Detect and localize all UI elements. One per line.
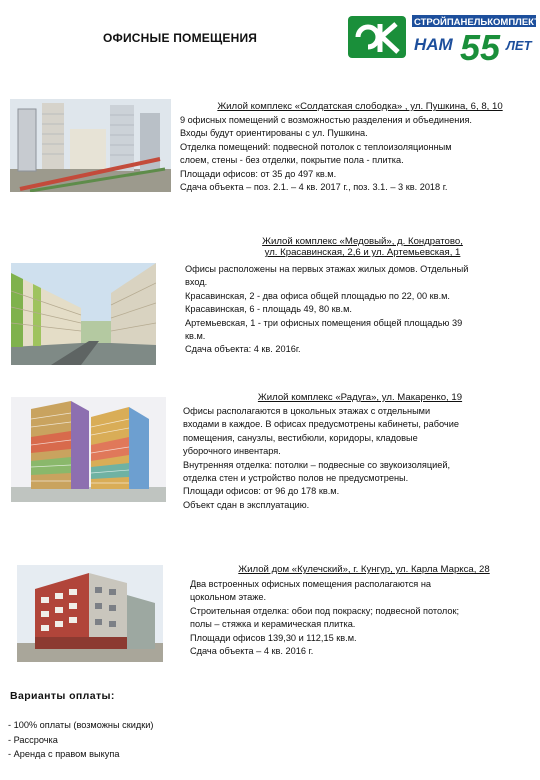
block-line: вход. [185,277,208,288]
logo-brand: СТРОЙПАНЕЛЬКОМПЛЕКТ [414,17,536,28]
logo-tagline: НАМ [414,35,453,54]
payment-title: Варианты оплаты: [10,690,115,702]
building-photo-medovy [11,263,156,365]
block-line: слоем, стены - без отделки, покрытие пола - плитка. [180,155,404,166]
payment-item: - Рассрочка [8,734,58,745]
block-title-line: Жилой комплекс «Радуга», ул. Макаренко, 19 [257,392,463,403]
block-line: Площади офисов: от 96 до 178 кв.м. [183,486,340,497]
block-body-raduga [183,405,459,512]
page-title: ОФИСНЫЕ ПОМЕЩЕНИЯ [103,31,258,45]
payment-item: - 100% оплаты (возможны скидки) [8,720,154,730]
building-photo-soldatskaya [10,99,171,192]
block-line: цокольном этаже. [190,592,267,603]
block-line: Красавинская, 2 - два офиса общей площадью по 22, 00 кв.м. [185,290,450,301]
logo-years-suffix: ЛЕТ [506,38,532,53]
block-line: уборочного инвентаря. [183,446,281,457]
block-line: Офисы расположены на первых этажах жилых домов. Отдельный [185,264,469,274]
logo-graphic [348,12,536,64]
block-body-kulechsky [190,578,459,658]
payment-item: - Аренда с правом выкупа [8,749,120,759]
logo-years: 55 [460,27,501,64]
payment-list [8,718,153,762]
block-line: Строительная отделка: обои под покраску; подвесной потолок; [190,605,460,616]
block-title-line: Жилой дом «Кулечский», г. Кунгур, ул. Карла Маркса, 28 [238,564,490,575]
block-line: 9 офисных помещений с возможностью разделения и объединения. [180,115,472,125]
block-title-medovy [185,236,540,258]
block-title-line: Жилой комплекс «Солдатская слободка» , ул. Пушкина, 6, 8, 10 [217,101,503,112]
block-line: Площади офисов: от 35 до 497 кв.м. [180,168,337,179]
block-line: Площади офисов 139,30 и 112,15 кв.м. [190,632,357,643]
block-line: помещения, санузлы, вестибюли, коридоры, кладовые [183,432,418,443]
block-line: Отделка помещений: подвесной потолок с теплоизоляционным [180,141,452,152]
block-line: отделка стен и устройство полов не предусмотрены. [183,473,409,484]
block-line: полы – стяжка и керамическая плитка. [190,619,356,630]
block-line: входами в каждое. В офисах предусмотрены кабинеты, рабочие [183,419,459,430]
block-title-line: ул. Красавинская, 2,6 и ул. Артемьевская, 1 [264,247,461,258]
block-line: Красавинская, 6 - площадь 49, 80 кв.м. [185,304,352,315]
company-logo [348,12,536,64]
building-photo-raduga [11,397,166,502]
block-title-raduga [180,392,540,403]
block-line: Входы будут ориентированы с ул. Пушкина. [180,128,368,139]
block-line: Сдача объекта – поз. 2.1. – 4 кв. 2017 г., поз. 3.1. – 3 кв. 2018 г. [180,182,448,193]
block-line: Внутренняя отделка: потолки – подвесные со звукоизоляцией, [183,459,451,470]
block-line: Офисы располагаются в цокольных этажах с отдельными [183,406,431,416]
block-line: кв.м. [185,331,206,342]
block-title-kulechsky [188,564,540,575]
block-line: Объект сдан в эксплуатацию. [183,499,310,510]
block-line: Сдача объекта – 4 кв. 2016 г. [190,646,314,657]
block-line: Сдача объекта: 4 кв. 2016г. [185,344,301,355]
block-title-line: Жилой комплекс «Медовый», д. Кондратово, [262,236,463,247]
block-title-soldatskaya [180,101,540,112]
building-photo-kulechsky [17,565,163,662]
block-body-medovy [185,263,468,357]
block-body-soldatskaya [180,114,472,194]
block-line: Артемьевская, 1 - три офисных помещения общей площадью 39 [185,317,463,328]
block-line: Два встроенных офисных помещения располагаются на [190,579,432,589]
